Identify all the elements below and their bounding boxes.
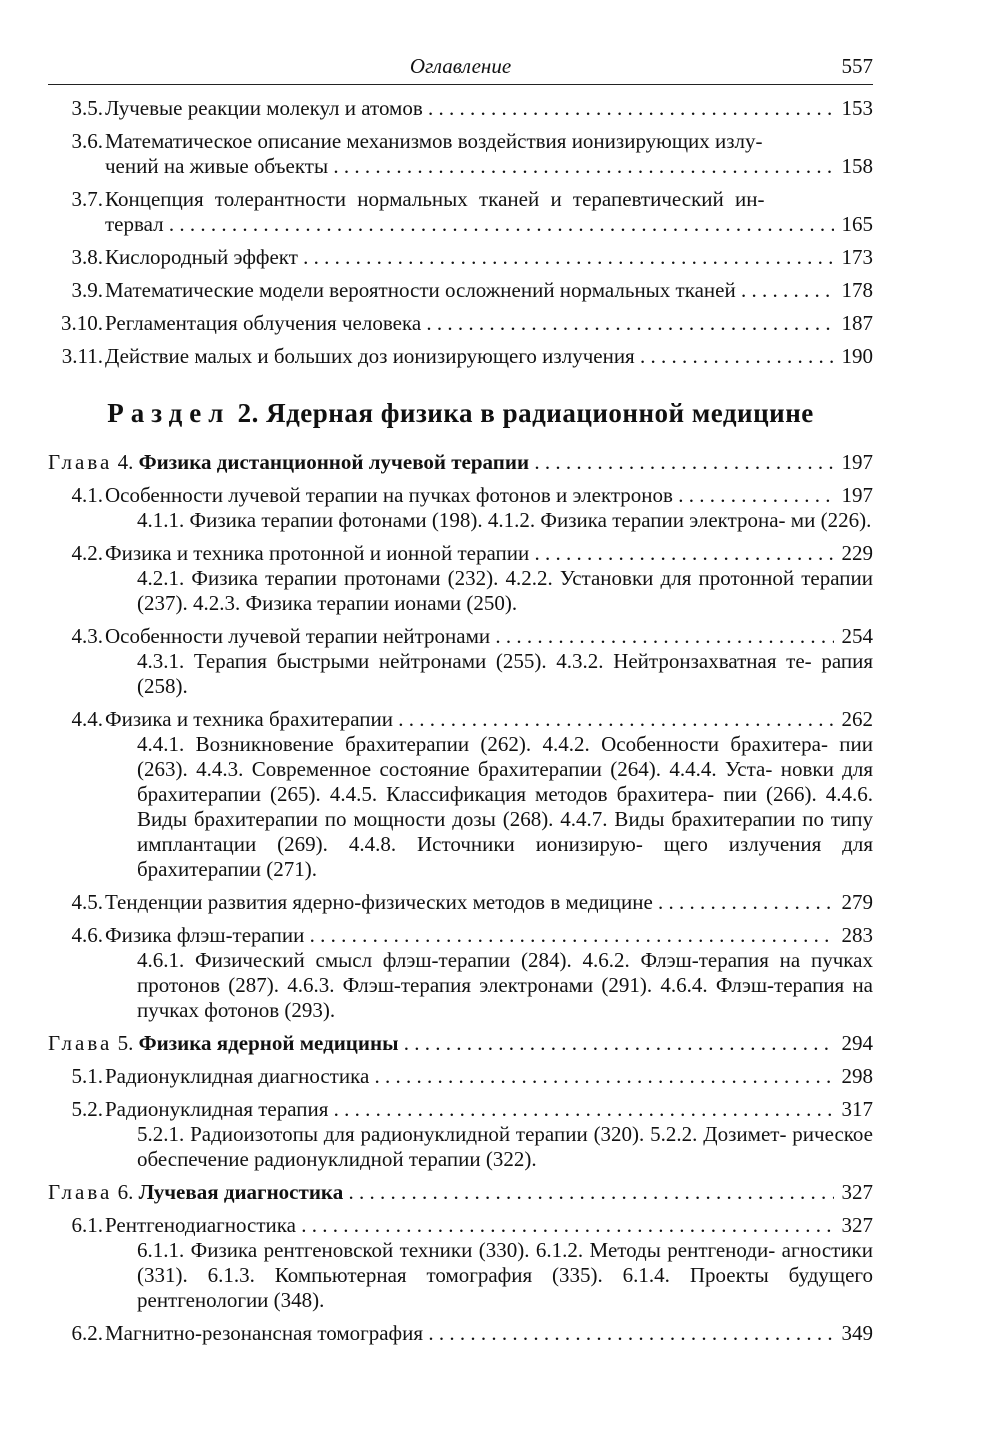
chapter-title: Лучевая диагностика — [138, 1180, 344, 1204]
entry-page: 229 — [841, 541, 873, 565]
entry-page: 298 — [841, 1064, 873, 1088]
entry-number: 3.10. — [61, 311, 103, 335]
entry-number: 3.5. — [71, 96, 103, 120]
entry-title: Магнитно-резонансная томография — [105, 1321, 424, 1345]
entry-title: Физика и техника протонной и ионной терапии — [105, 541, 530, 565]
entry-title: Рентгенодиагностика — [105, 1213, 296, 1237]
chapter-number: 5. — [117, 1031, 134, 1055]
entry-page: 349 — [841, 1321, 873, 1345]
entry-page: 197 — [841, 450, 873, 474]
entry-title-cont: тервал — [105, 212, 164, 236]
entry-title: Кислородный эффект — [105, 245, 298, 269]
toc-entry — [48, 1064, 873, 1089]
entry-number: 3.7. — [71, 187, 103, 211]
entry-title: Радионуклидная диагностика — [105, 1064, 370, 1088]
entry-number: 3.8. — [71, 245, 103, 269]
entry-page: 327 — [841, 1180, 873, 1204]
entry-page: 262 — [841, 707, 873, 731]
entry-page: 153 — [841, 96, 873, 120]
entry-number: 5.1. — [71, 1064, 103, 1088]
chapter-number: 6. — [117, 1180, 134, 1204]
chapter-entry — [48, 1180, 873, 1205]
entry-title: Особенности лучевой терапии нейтронами — [105, 624, 491, 648]
chapter-label: Глава — [48, 450, 113, 474]
page-number: 557 — [841, 54, 873, 78]
entry-number: 4.1. — [71, 483, 103, 507]
toc-entry — [48, 187, 873, 237]
entry-title-cont: чений на живые объекты — [105, 154, 329, 178]
section-label: Раздел — [107, 398, 231, 428]
toc-entry — [48, 624, 873, 699]
toc-entry — [48, 278, 873, 303]
table-of-contents — [48, 96, 873, 1354]
entry-page: 178 — [841, 278, 873, 302]
entry-title: Регламентация облучения человека — [105, 311, 422, 335]
subsection-list: 4.2.1. Физика терапии протонами (232). 4.2.2. Установки для протонной терапии (237). 4.2.3. Физика терапии ионами (250). — [137, 566, 873, 615]
toc-entry — [48, 707, 873, 882]
entry-title: Математические модели вероятности осложнений нормальных тканей — [105, 278, 736, 302]
entry-number: 4.2. — [71, 541, 103, 565]
subsection-list: 4.3.1. Терапия быстрыми нейтронами (255). 4.3.2. Нейтронзахватная те- рапия (258). — [137, 649, 873, 698]
entry-page: 294 — [841, 1031, 873, 1055]
entry-page: 327 — [841, 1213, 873, 1237]
toc-entry — [48, 245, 873, 270]
running-title: Оглавление — [409, 54, 512, 78]
entry-page: 317 — [841, 1097, 873, 1121]
toc-entry — [48, 311, 873, 336]
toc-entry — [48, 1321, 873, 1346]
entry-page: 187 — [841, 311, 873, 335]
entry-title: Радионуклидная терапия — [105, 1097, 329, 1121]
entry-number: 3.9. — [71, 278, 103, 302]
chapter-label: Глава — [48, 1031, 113, 1055]
chapter-entry — [48, 1031, 873, 1056]
entry-number: 4.6. — [71, 923, 103, 947]
entry-title: Математическое описание механизмов воздействия ионизирующих излу- — [105, 129, 763, 153]
entry-number: 5.2. — [71, 1097, 103, 1121]
toc-entry — [48, 129, 873, 179]
entry-page: 173 — [841, 245, 873, 269]
section-heading — [48, 398, 873, 428]
entry-title: Действие малых и больших доз ионизирующего излучения — [105, 344, 635, 368]
toc-entry — [48, 1213, 873, 1313]
entry-title: Концепция толерантности нормальных тканей и терапевтический ин- — [105, 187, 765, 211]
toc-entry — [48, 541, 873, 616]
subsection-list: 5.2.1. Радиоизотопы для радионуклидной терапии (320). 5.2.2. Дозимет- рическое обеспечение радионуклидной терапии (322). — [137, 1122, 873, 1171]
entry-page: 254 — [841, 624, 873, 648]
toc-entry — [48, 1097, 873, 1172]
chapter-entry — [48, 450, 873, 475]
entry-number: 4.4. — [71, 707, 103, 731]
entry-page: 279 — [841, 890, 873, 914]
entry-number: 3.6. — [71, 129, 103, 153]
entry-title: Тенденции развития ядерно-физических методов в медицине — [105, 890, 653, 914]
subsection-list: 6.1.1. Физика рентгеновской техники (330). 6.1.2. Методы рентгеноди- агностики (331). 6.1.3. Компьютерная томография (335). 6.1.4. Проекты будущего рентгенологии (348). — [137, 1238, 873, 1312]
toc-entry — [48, 96, 873, 121]
entry-title: Физика и техника брахитерапии — [105, 707, 393, 731]
toc-entry — [48, 923, 873, 1023]
toc-entry — [48, 890, 873, 915]
chapter-title: Физика ядерной медицины — [138, 1031, 399, 1055]
running-header — [48, 50, 873, 85]
entry-number: 4.5. — [71, 890, 103, 914]
subsection-list: 4.1.1. Физика терапии фотонами (198). 4.1.2. Физика терапии электрона- ми (226). — [137, 508, 872, 532]
entry-page: 197 — [841, 483, 873, 507]
chapter-number: 4. — [117, 450, 134, 474]
toc-entry — [48, 344, 873, 369]
entry-title: Особенности лучевой терапии на пучках фотонов и электронов — [105, 483, 673, 507]
entry-page: 165 — [841, 212, 873, 236]
chapter-title: Физика дистанционной лучевой терапии — [138, 450, 530, 474]
subsection-list: 4.4.1. Возникновение брахитерапии (262). 4.4.2. Особенности брахитера- пии (263). 4.4.3. Современное состояние брахитерапии (264). 4.4.4. Уста- новки для брахитерапии (265). 4.4.5. Классификация методов брахитера- пии (266). 4.4.6. Виды брахитерапии по мощности дозы (268). 4.4.7. Виды брахитерапии по типу имплантации (269). 4.4.8. Источники ионизирую- щего излучения для брахитерапии (271). — [137, 732, 873, 881]
entry-page: 190 — [841, 344, 873, 368]
chapter-label: Глава — [48, 1180, 113, 1204]
section-title: 2. Ядерная физика в радиационной медицине — [237, 398, 814, 428]
entry-number: 3.11. — [61, 344, 103, 368]
entry-number: 4.3. — [71, 624, 103, 648]
entry-number: 6.2. — [71, 1321, 103, 1345]
subsection-list: 4.6.1. Физический смысл флэш-терапии (284). 4.6.2. Флэш-терапия на пучках протонов (287). 4.6.3. Флэш-терапия электронами (291). 4.6.4. Флэш-терапия на пучках фотонов (293). — [137, 948, 873, 1022]
entry-number: 6.1. — [71, 1213, 103, 1237]
entry-page: 283 — [841, 923, 873, 947]
entry-page: 158 — [841, 154, 873, 178]
toc-entry — [48, 483, 873, 533]
entry-title: Физика флэш-терапии — [105, 923, 305, 947]
entry-title: Лучевые реакции молекул и атомов — [105, 96, 423, 120]
